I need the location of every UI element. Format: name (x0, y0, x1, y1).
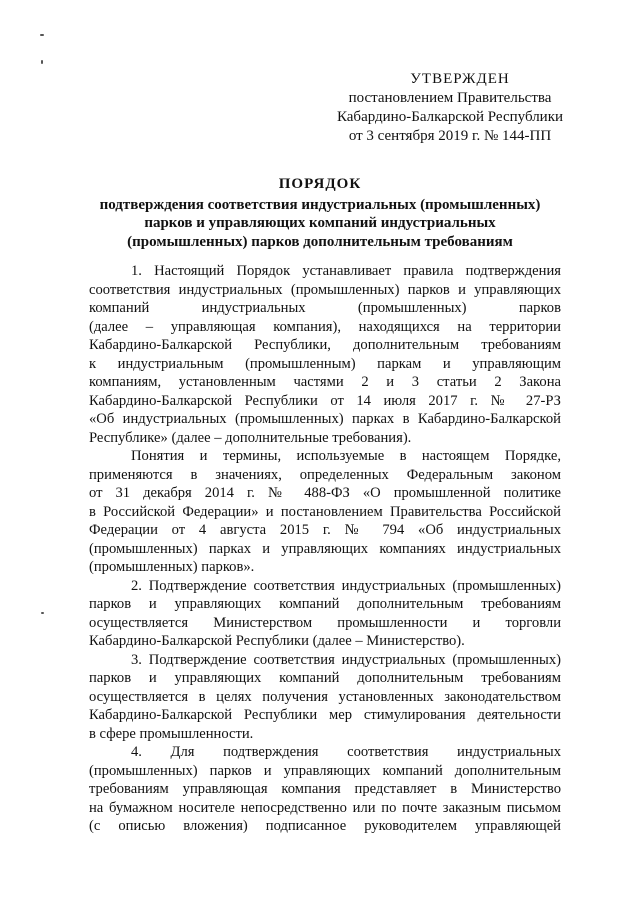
body-line: в сфере промышленности. (89, 725, 254, 742)
body-line: в Российской Федерации» и постановлением Правительства Российской (89, 503, 561, 520)
body-line: 2. Подтверждение соответствия индустриальных (промышленных) (131, 577, 561, 594)
title-line: парков и управляющих компаний индустриальных (144, 215, 496, 231)
body-line: Кабардино-Балкарской Республики, дополнительным требованиям (89, 337, 561, 353)
body-line: парков и управляющих компаний дополнительным требованиям (89, 670, 561, 686)
title-main: ПОРЯДОК (278, 176, 362, 192)
body-line: Кабардино-Балкарской Республики от 14 июля 2017 г. № 27-РЗ (89, 392, 561, 409)
body-line: требованиям управляющая компания представляет в Министерство (89, 781, 561, 797)
body-line: Кабардино-Балкарской Республики (далее – Министерство). (89, 633, 465, 649)
approval-heading: УТВЕРЖДЕН (410, 71, 510, 87)
body-line: (промышленных) парках и управляющих компаниях индустриальных (89, 540, 561, 557)
body-line: к индустриальным (промышленным) паркам и управляющим (89, 355, 561, 372)
body-line: осуществляется Министерством промышленности и торговли (89, 614, 561, 631)
document-body (89, 262, 561, 836)
body-line: соответствия индустриальных (промышленных) парков и управляющих (89, 281, 561, 298)
title-line: подтверждения соответствия индустриальных (промышленных) (99, 196, 541, 213)
body-line: компаниям, установленным частями 2 и 3 статьи 2 Закона (89, 374, 561, 390)
body-line: (далее – управляющая компания), находящихся на территории (89, 318, 561, 335)
body-line: Кабардино-Балкарской Республики мер стимулирования деятельности (89, 707, 561, 723)
approval-line: постановлением Правительства (348, 90, 552, 106)
approval-line: от 3 сентября 2019 г. № 144-ПП (348, 128, 552, 144)
document-title (70, 175, 570, 251)
body-line: Федерации от 4 августа 2015 г. № 794 «Об индустриальных (89, 522, 561, 538)
body-line: осуществляется в целях получения установленных законодательством (89, 688, 561, 705)
body-line: (промышленных) парков». (89, 559, 255, 575)
body-line: (с описью вложения) подписанное руководителем управляющей (89, 818, 561, 834)
title-line: (промышленных) парков дополнительным требованиям (127, 233, 513, 250)
scan-speck (41, 60, 43, 64)
body-line: Республике» (далее – дополнительные требования). (89, 429, 412, 446)
approval-line: Кабардино-Балкарской Республики (336, 109, 564, 125)
scan-speck (41, 612, 44, 614)
body-line: 4. Для подтверждения соответствия индустриальных (131, 744, 561, 760)
body-line: «Об индустриальных (промышленных) парках в Кабардино-Балкарской (89, 411, 561, 427)
body-line: на бумажном носителе непосредственно или по почте заказным письмом (89, 799, 561, 816)
body-line: парков и управляющих компаний дополнительным требованиям (89, 596, 561, 612)
body-line: Понятия и термины, используемые в настоящем Порядке, (131, 448, 561, 464)
approval-stamp (300, 70, 600, 146)
scan-speck (40, 34, 44, 36)
body-line: от 31 декабря 2014 г. № 488-ФЗ «О промышленной политике (89, 485, 561, 501)
body-line: 1. Настоящий Порядок устанавливает правила подтверждения (131, 263, 561, 279)
body-line: компаний индустриальных (промышленных) парков (89, 300, 561, 316)
body-line: (промышленных) парков и управляющих компаний дополнительным (89, 762, 561, 779)
body-line: 3. Подтверждение соответствия индустриальных (промышленных) (131, 651, 561, 668)
body-line: применяются в значениях, определенных Федеральным законом (89, 466, 561, 483)
